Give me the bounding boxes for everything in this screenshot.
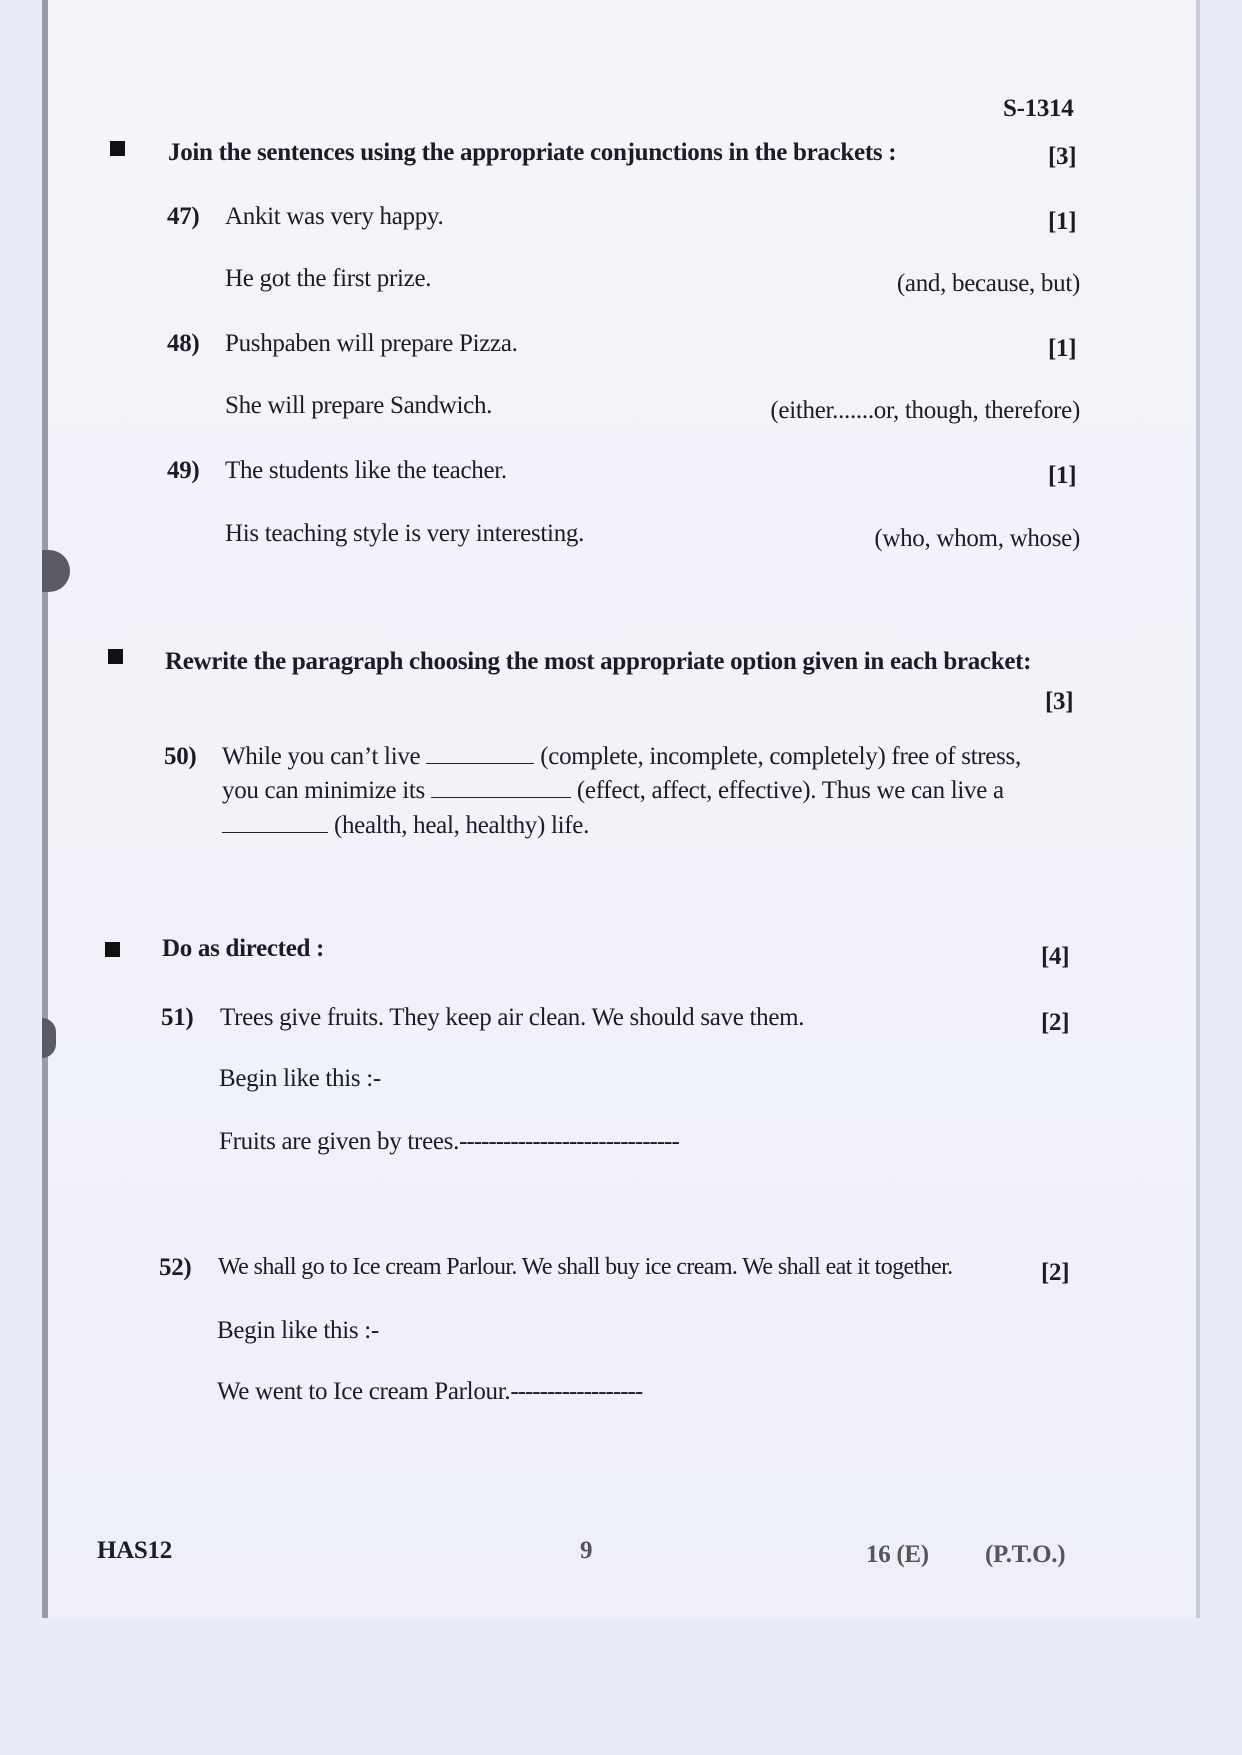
section1-instruction: Join the sentences using the appropriate conjunctions in the brackets : xyxy=(168,139,897,166)
q47-sentence2: He got the first prize. xyxy=(225,265,432,292)
q52-start: We went to Ice cream Parlour. xyxy=(217,1378,511,1405)
q48-marks: [1] xyxy=(1048,335,1077,362)
q49-number: 49) xyxy=(167,457,200,484)
footer-pto: (P.T.O.) xyxy=(985,1541,1066,1568)
q47-sentence1: Ankit was very happy. xyxy=(225,203,444,230)
bullet-square-icon xyxy=(110,141,125,156)
bullet-square-icon xyxy=(108,649,123,664)
q50-blank-3[interactable] xyxy=(222,814,328,833)
footer-page-number: 9 xyxy=(580,1537,593,1564)
q51-answer-line xyxy=(219,1128,679,1156)
q48-options: (either.......or, though, therefore) xyxy=(770,397,1080,424)
section3-marks: [4] xyxy=(1041,943,1070,970)
q49-options: (who, whom, whose) xyxy=(874,525,1080,552)
exam-page xyxy=(42,0,1200,1618)
q49-marks: [1] xyxy=(1048,462,1077,489)
q50-line1 xyxy=(222,743,1021,771)
q52-begin: Begin like this :- xyxy=(217,1317,379,1344)
paper-code: S-1314 xyxy=(1003,95,1074,122)
q47-marks: [1] xyxy=(1048,208,1077,235)
q49-sentence2: His teaching style is very interesting. xyxy=(225,520,585,547)
q52-dashes: ------------------ xyxy=(510,1378,643,1405)
q52-marks: [2] xyxy=(1041,1259,1070,1286)
q47-options: (and, because, but) xyxy=(896,270,1080,297)
footer-edition: 16 (E) xyxy=(866,1541,929,1568)
q47-number: 47) xyxy=(167,203,200,230)
q48-number: 48) xyxy=(167,330,200,357)
q51-dashes: ------------------------------ xyxy=(459,1128,679,1155)
q52-text: We shall go to Ice cream Parlour. We shall buy ice cream. We shall eat it together. xyxy=(218,1254,953,1280)
q48-sentence2: She will prepare Sandwich. xyxy=(225,392,493,419)
q50-line2-end: (effect, affect, effective). Thus we can live a xyxy=(576,777,1004,804)
q50-line2 xyxy=(222,777,1004,805)
q52-number: 52) xyxy=(159,1254,192,1281)
q50-line1-start: While you can’t live xyxy=(222,743,421,770)
q50-line3-end: (health, heal, healthy) life. xyxy=(333,812,590,839)
section3-instruction: Do as directed : xyxy=(162,935,325,962)
q49-sentence1: The students like the teacher. xyxy=(225,457,507,484)
section2-instruction: Rewrite the paragraph choosing the most appropriate option given in each bracket: xyxy=(165,648,1032,675)
section2-marks: [3] xyxy=(1045,688,1074,715)
footer-code: HAS12 xyxy=(97,1537,172,1564)
q52-answer-line xyxy=(217,1378,642,1406)
bullet-square-icon xyxy=(105,942,120,957)
section1-marks: [3] xyxy=(1048,143,1077,170)
q50-number: 50) xyxy=(164,743,197,770)
q50-line2-start: you can minimize its xyxy=(222,777,425,804)
q51-begin: Begin like this :- xyxy=(219,1065,381,1092)
q51-start: Fruits are given by trees. xyxy=(219,1128,460,1155)
q50-blank-1[interactable] xyxy=(426,745,534,764)
q50-blank-2[interactable] xyxy=(431,779,571,798)
q50-line1-end: (complete, incomplete, completely) free of stress, xyxy=(540,743,1021,770)
q51-marks: [2] xyxy=(1041,1009,1070,1036)
q51-number: 51) xyxy=(161,1004,194,1031)
q50-line3 xyxy=(222,812,589,840)
q51-text: Trees give fruits. They keep air clean. We should save them. xyxy=(220,1004,805,1031)
q48-sentence1: Pushpaben will prepare Pizza. xyxy=(225,330,518,357)
